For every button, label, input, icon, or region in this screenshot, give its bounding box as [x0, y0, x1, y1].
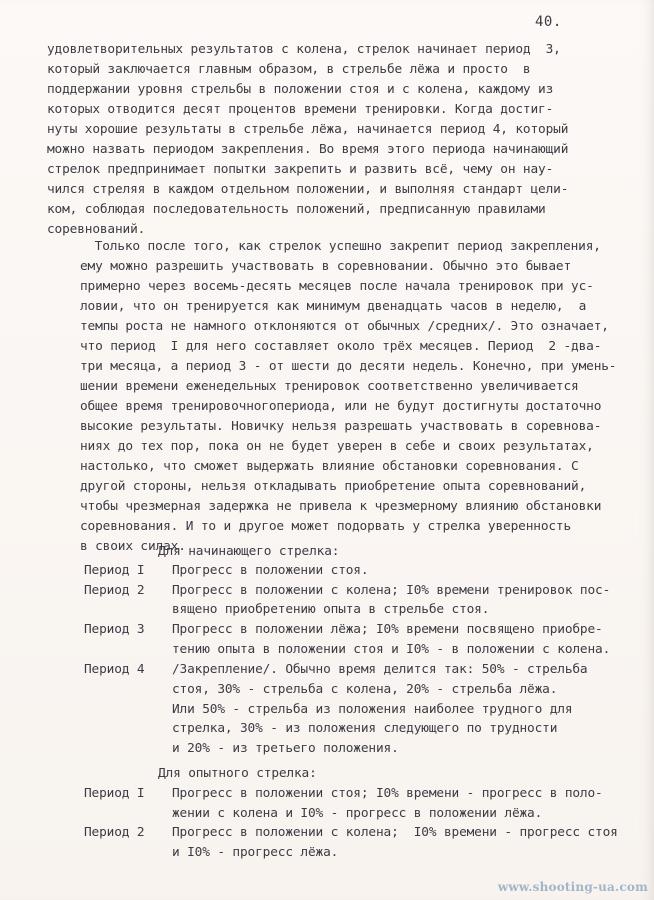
text-line: соревнований. — [47, 222, 146, 237]
text-line: стрелок предпринимает попытки закрепить и развить всё, чему он нау- — [47, 162, 554, 177]
text-line: темпы роста не намного отклоняются от обычных /средних/. Это означает, — [80, 319, 609, 334]
period-text: Прогресс в положении стоя. — [172, 563, 369, 578]
text-line: Только после того, как стрелок успешно закрепит период закрепления, — [72, 239, 601, 254]
text-line: соревнования. И то и другое может подорвать у стрелка уверенность — [80, 519, 572, 534]
period-text: Прогресс в положении с колена; I0% времени тренировок пос- — [172, 583, 611, 598]
site-watermark: www.shooting-ua.com — [497, 880, 648, 894]
text-line: чтобы чрезмерная задержка не привела к чрезмерному влиянию обстановки — [80, 499, 602, 514]
period-label: Период 2 — [84, 825, 145, 840]
text-line: ком, соблюдая последовательность положений, предписанную правилами — [47, 202, 546, 217]
text-line: высокие результаты. Новичку нельзя разрешать участвовать в соревнова- — [80, 419, 602, 434]
period-text: Прогресс в положении с колена; I0% времени - прогресс стоя — [172, 825, 618, 840]
text-line: настолько, что сможет выдержать влияние обстановки соревнования. С — [80, 459, 579, 474]
period-text: стрелка, 30% - из положения следующего по трудности — [172, 721, 558, 736]
text-line: другой стороны, нельзя откладывать приобретение опыта соревнований, — [80, 479, 587, 494]
period-text: Прогресс в положении лёжа; I0% времени посвящено приобре- — [172, 622, 603, 637]
period-text: и I0% - прогресс лёжа. — [172, 845, 339, 860]
beginner-heading: Для начинающего стрелка: — [158, 544, 340, 559]
text-line: ему можно разрешить участвовать в соревновании. Обычно это бывает — [80, 259, 572, 274]
period-text: жении с колена и I0% - прогресс в положении лёжа. — [172, 806, 543, 821]
period-label: Период I — [84, 563, 145, 578]
experienced-heading: Для опытного стрелка: — [158, 766, 317, 781]
text-line: чился стреляя в каждом отдельном положении, и выполняя стандарт цели- — [47, 182, 569, 197]
period-text: /Закрепление/. Обычно время делится так: 50% - стрельба — [172, 662, 588, 677]
period-text: вящено приобретению опыта в стрельбе стоя. — [172, 602, 490, 617]
period-label: Период I — [84, 786, 145, 801]
period-text: и 20% - из третьего положения. — [172, 741, 399, 756]
text-line: удовлетворительных результатов с колена, стрелок начинает период 3, — [47, 42, 561, 57]
text-line: нуты хорошие результаты в стрельбе лёжа, начинается период 4, который — [47, 122, 569, 137]
period-text: тению опыта в положении стоя и I0% - в положении с колена. — [172, 642, 611, 657]
text-line: поддержании уровня стрельбы в положении стоя и с колена, каждому из — [47, 82, 554, 97]
period-text: Прогресс в положении стоя; I0% времени - прогресс в поло- — [172, 786, 603, 801]
page-number: 40. — [535, 14, 562, 30]
text-line: ловии, что он тренируется как минимум двенадцать часов в неделю, а — [80, 299, 587, 314]
text-line: в своих силах. — [80, 539, 186, 554]
period-text: стоя, 30% - стрельба с колена, 20% - стрельба лёжа. — [172, 682, 558, 697]
text-line: можно назвать периодом закрепления. Во время этого периода начинающий — [47, 142, 569, 157]
period-label: Период 4 — [84, 662, 145, 677]
text-line: общее время тренировочногопериода, или не будут достигнуты достаточно — [80, 399, 602, 414]
text-line: шении времени еженедельных тренировок соответственно увеличивается — [80, 379, 579, 394]
text-line: который заключается главным образом, в стрельбе лёжа и просто в — [47, 62, 531, 77]
period-text: Или 50% - стрельба из положения наиболее трудного для — [172, 702, 573, 717]
period-label: Период 3 — [84, 622, 145, 637]
period-label: Период 2 — [84, 583, 145, 598]
text-line: ниях до тех пор, пока он не будет уверен в себе и своих результатах, — [80, 439, 594, 454]
text-line: примерно через восемь-десять месяцев после начала тренировок при ус- — [80, 279, 594, 294]
text-line: которых отводится десят процентов времени тренировки. Когда достиг- — [47, 102, 554, 117]
text-line: что период I для него составляет около трёх месяцев. Период 2 -два- — [80, 339, 602, 354]
text-line: три месяца, а период 3 - от шести до десяти недель. Конечно, при умень- — [80, 359, 617, 374]
